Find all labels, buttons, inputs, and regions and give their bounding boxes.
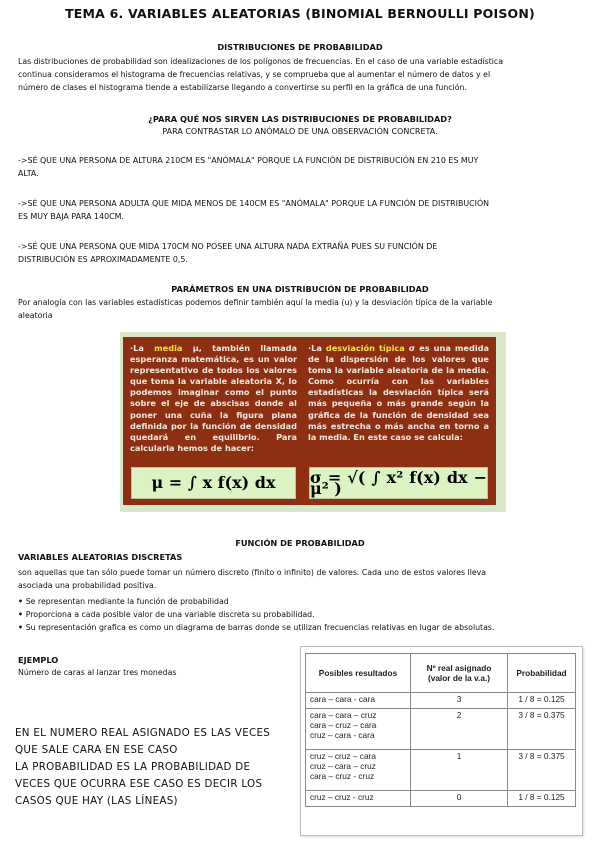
note-line: CASOS QUE HAY (LAS LÍNEAS): [15, 795, 178, 807]
cell-probability: 3 / 8 = 0.375: [508, 750, 576, 791]
cell-results: [306, 750, 411, 791]
paragraph-line: son aquellas que tan sólo puede tomar un número discreto (finito o infinito) de valores. Cada uno de estos valores lleva: [18, 568, 487, 577]
cell-probability: 3 / 8 = 0.375: [508, 709, 576, 750]
header-probability: Probabilidad: [508, 654, 576, 693]
example-note: [15, 725, 270, 810]
table-header-row: [306, 654, 576, 693]
list-item: • Proporciona a cada posible valor de una variable discreta su probabilidad.: [18, 608, 588, 621]
cell-results: cruz – cruz - cruz: [306, 791, 411, 807]
note-line: LA PROBABILIDAD ES LA PROBABILIDAD DE: [15, 761, 251, 773]
desviacion-box: [301, 337, 496, 505]
paragraph-line: continua consideramos el histograma de frecuencias relativas, y se comprueba que al aumentar el número de datos y el: [18, 70, 491, 79]
table-row: [306, 750, 576, 791]
example-heading: EJEMPLO: [18, 655, 59, 665]
cell-results: cara – cara - cara: [306, 693, 411, 709]
result-line: cruz – cruz – cara: [310, 751, 376, 761]
section-heading-distribuciones: DISTRIBUCIONES DE PROBABILIDAD: [217, 42, 383, 52]
parameters-figure: [120, 332, 506, 512]
cell-value: 0: [411, 791, 508, 807]
note-line: EN EL NUMERO REAL ASIGNADO ES LAS VECES: [15, 727, 271, 739]
paragraph-line: aleatoria: [18, 311, 53, 320]
paragraph-line: Las distribuciones de probabilidad son idealizaciones de los polígonos de frecuencias. En el caso de una variable estadística: [18, 57, 503, 66]
media-formula: μ = ∫ x f(x) dx: [131, 467, 296, 499]
note-line: QUE SALE CARA EN ESE CASO: [15, 744, 178, 756]
note-line: VECES QUE OCURRA ESE CASO ES DECIR LOS: [15, 778, 263, 790]
list-item: • Se representan mediante la función de probabilidad: [18, 595, 588, 608]
item-altura-170: [18, 240, 584, 266]
paragraph-line: número de clases el histograma tiende a estabilizarse llegando a convertirse su perfil en la gráfica de una función.: [18, 83, 467, 92]
desviacion-highlight: desviación típica: [325, 343, 405, 353]
table-row: [306, 693, 576, 709]
paragraph-line: asociada una probabilidad positiva.: [18, 581, 157, 590]
item-line: DISTRIBUCIÓN ES APROXIMADAMENTE 0,5.: [18, 255, 188, 264]
header-results: Posibles resultados: [306, 654, 411, 693]
cell-probability: 1 / 8 = 0.125: [508, 693, 576, 709]
paragraph-line: Por analogía con las variables estadísticas podemos definir también aquí la media (u) y la desviación típica de la variable: [18, 298, 493, 307]
cell-probability: 1 / 8 = 0.125: [508, 791, 576, 807]
item-altura-140: [18, 197, 584, 223]
cell-value: 1: [411, 750, 508, 791]
media-text-post: μ, también llamada esperanza matemática, es un valor representativo de todos los valores que toma la variable aleatoria X, lo podemos imaginar como el punto sobre el eje de abscisas donde al poner una cuña la figura plana definida por la función de densidad quedará en equilibrio. Para calcularla hemos de hacer:: [130, 343, 297, 453]
section-heading-funcion: FUNCIÓN DE PROBABILIDAD: [235, 538, 365, 548]
header-value: Nº real asignado (valor de la v.a.): [411, 654, 508, 693]
item-line: ->SÉ QUE UNA PERSONA QUE MIDA 170CM NO POSEE UNA ALTURA NADA EXTRAÑA PUES SU FUNCIÓN DE: [18, 242, 438, 251]
cell-results: [306, 709, 411, 750]
media-highlight: media: [154, 343, 183, 353]
paragraph-discretas: [18, 566, 584, 592]
cell-value: 3: [411, 693, 508, 709]
section-heading-parametros: PARÁMETROS EN UNA DISTRIBUCIÓN DE PROBABILIDAD: [171, 284, 429, 294]
result-line: cruz – cara - cara: [310, 730, 375, 740]
section-subheading-contrastar: PARA CONTRASTAR LO ANÓMALO DE UNA OBSERVACIÓN CONCRETA.: [162, 127, 438, 136]
result-line: cara – cruz – cara: [310, 720, 377, 730]
section-heading-para-que: ¿PARA QUÉ NOS SIRVEN LAS DISTRIBUCIONES DE PROBABILIDAD?: [148, 114, 452, 124]
result-line: cara – cruz - cruz: [310, 771, 375, 781]
media-text-pre: ·La: [130, 343, 155, 353]
paragraph-parametros: [18, 296, 584, 322]
result-line: cruz – cara – cruz: [310, 761, 376, 771]
paragraph-distribuciones: [18, 55, 584, 94]
page-title: TEMA 6. VARIABLES ALEATORIAS (BINOMIAL BERNOULLI POISON): [65, 6, 535, 21]
cell-value: 2: [411, 709, 508, 750]
result-line: cara – cara – cruz: [310, 710, 377, 720]
item-altura-210: [18, 154, 584, 180]
desviacion-formula: σ = √( ∫ x² f(x) dx − μ² ): [310, 467, 487, 498]
item-line: ->SÉ QUE UNA PERSONA ADULTA QUE MIDA MENOS DE 140CM ES "ANÓMALA" PORQUE LA FUNCIÓN DE DISTRIBUCIÓN: [18, 199, 490, 208]
table-row: [306, 791, 576, 807]
desviacion-text-pre: ·La: [308, 343, 326, 353]
item-line: ES MUY BAJA PARA 140CM.: [18, 212, 124, 221]
outcomes-table-frame: [300, 646, 583, 836]
outcomes-table: [305, 653, 576, 807]
item-line: ALTA.: [18, 169, 39, 178]
example-caption: Número de caras al lanzar tres monedas: [18, 668, 177, 677]
table-row: [306, 709, 576, 750]
desviacion-text-post: σ es una medida de la dispersión de los valores que toma la variable aleatoria de la media. Como ocurría con las variables estadísticas la desviación típica será más pequeña o más grande según la gráfica de la función de densidad sea más estrecha o más ancha en torno a la media. En este caso se calcula:: [308, 343, 490, 442]
item-line: ->SÉ QUE UNA PERSONA DE ALTURA 210CM ES "ANÓMALA" PORQUE LA FUNCIÓN DE DISTRIBUCIÓN EN 210 ES MUY: [18, 156, 479, 165]
section-subheading-discretas: VARIABLES ALEATORIAS DISCRETAS: [18, 552, 183, 562]
bullet-list: [18, 595, 588, 634]
media-box: [123, 337, 304, 505]
list-item: • Su representación grafica es como un diagrama de barras donde se utilizan frecuencias relativas en lugar de absolutas.: [18, 621, 588, 634]
